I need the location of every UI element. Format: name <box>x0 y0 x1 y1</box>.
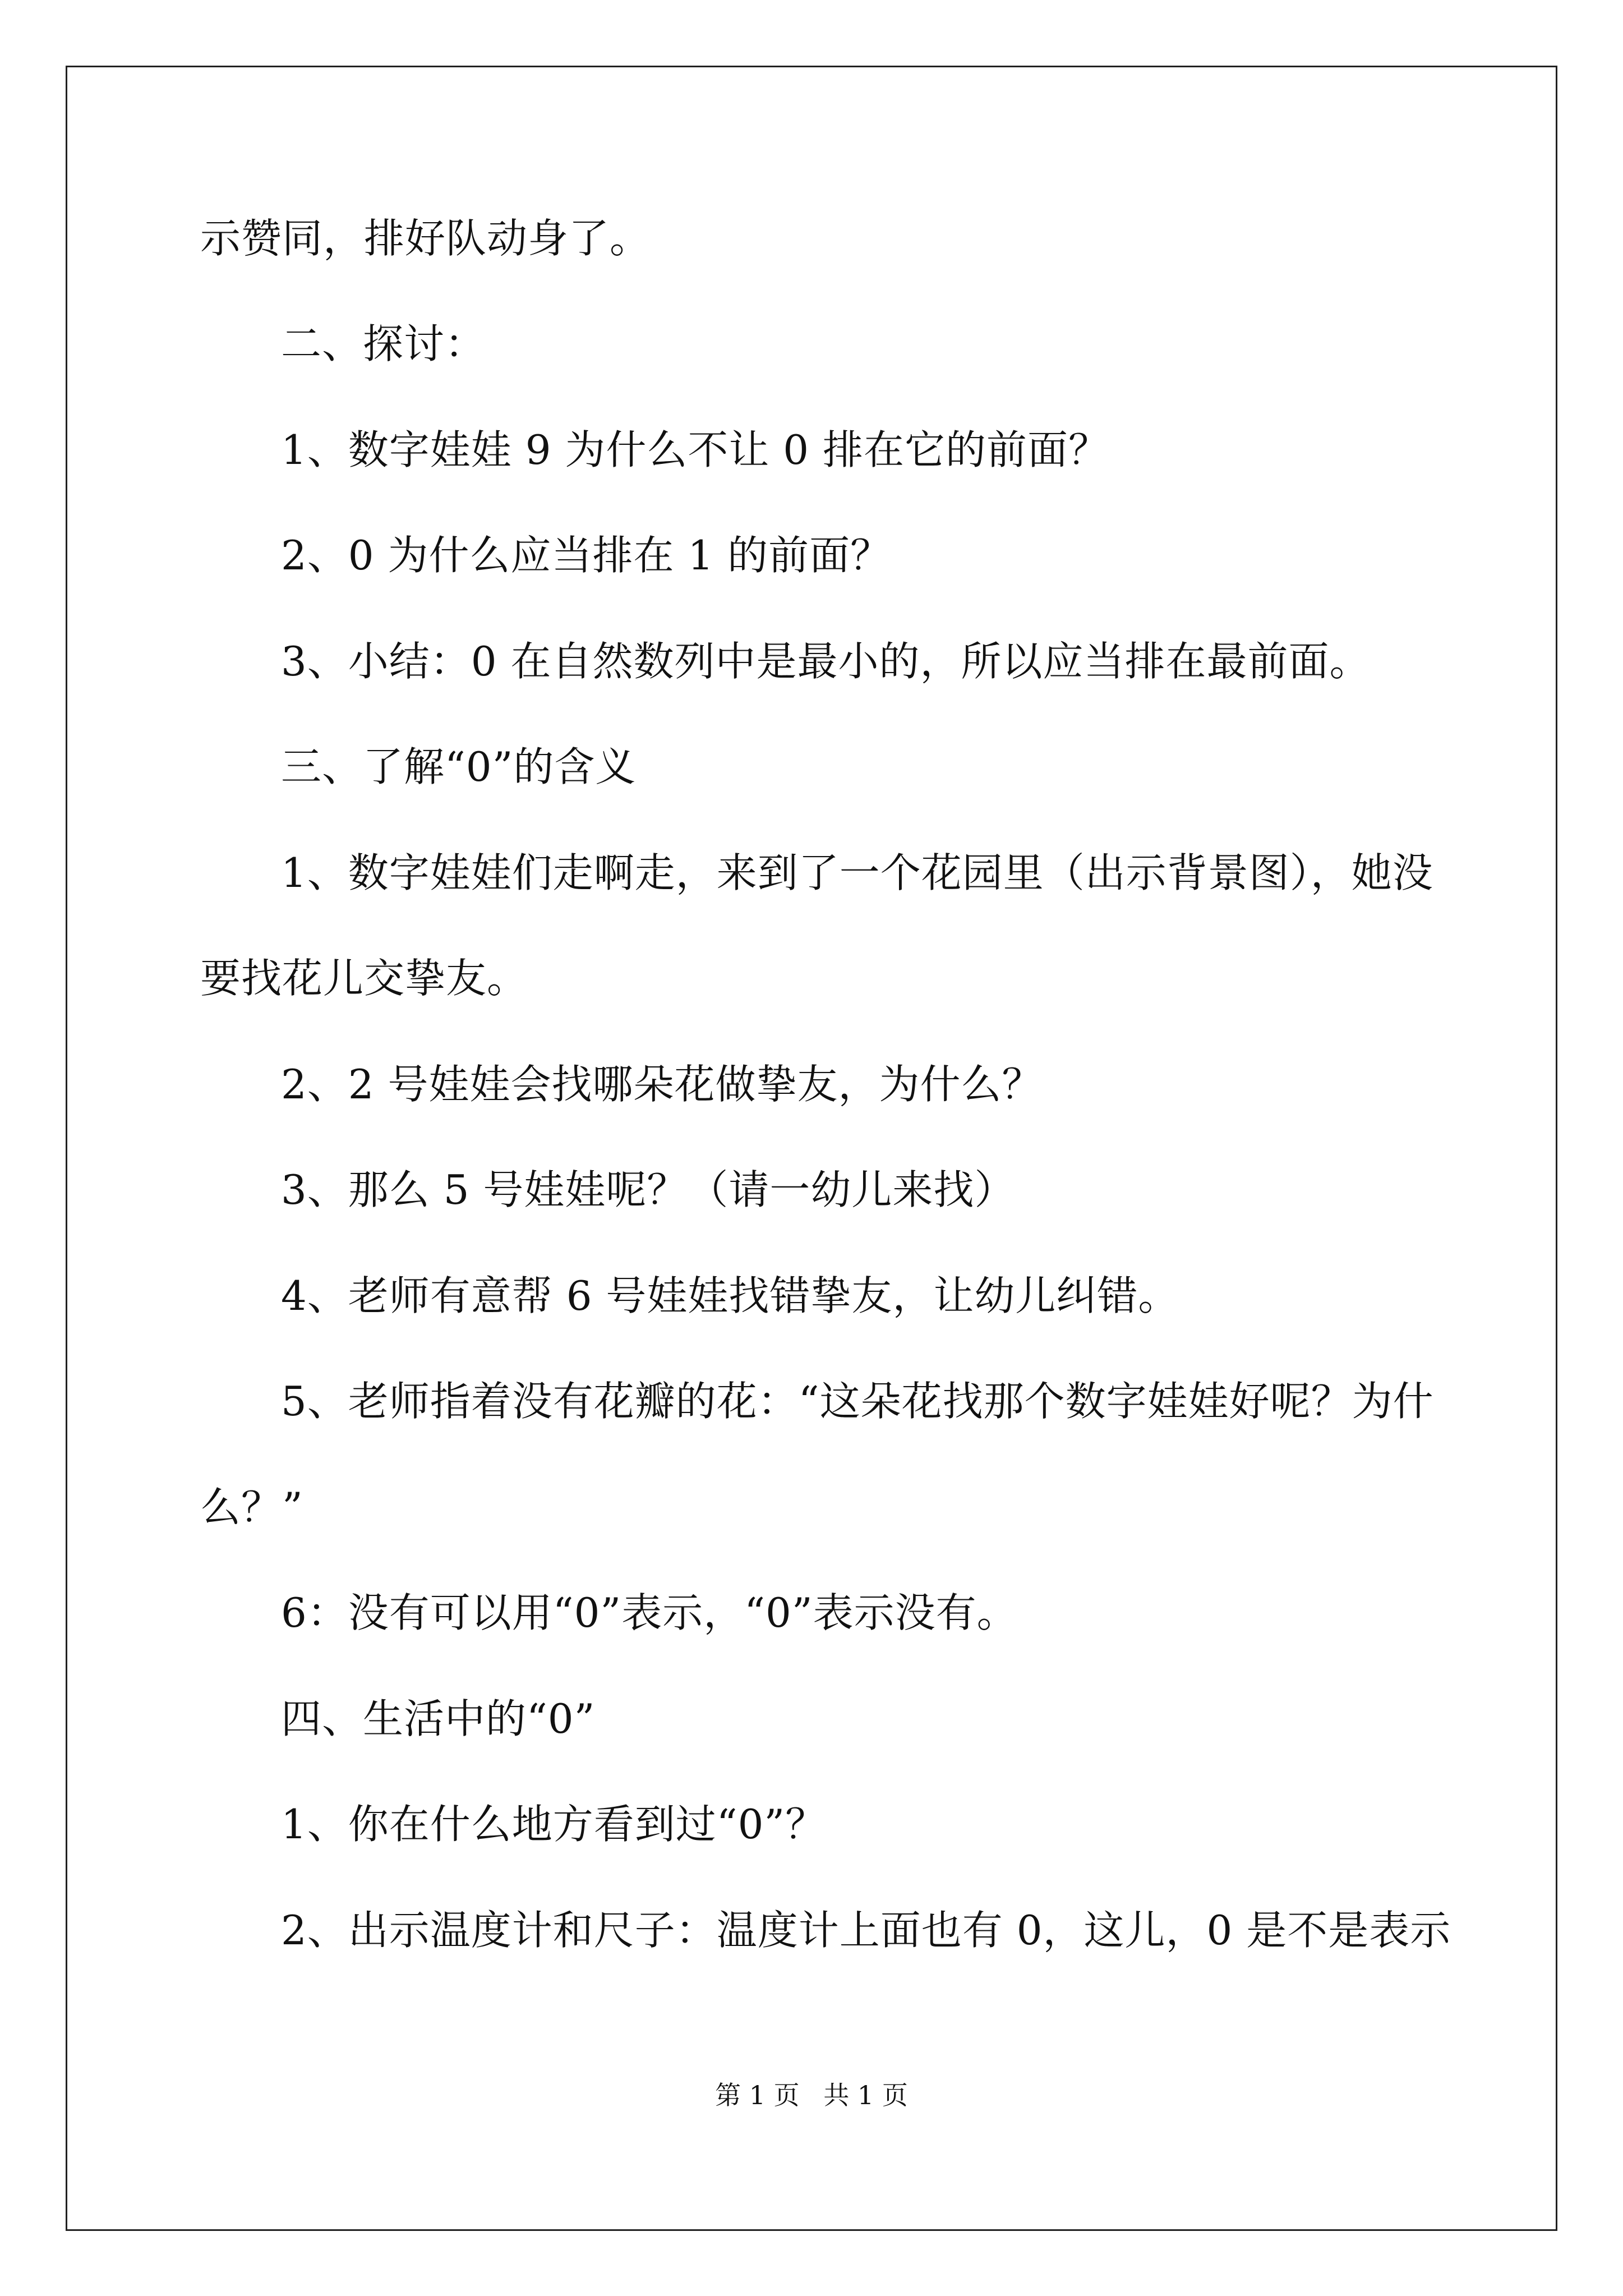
paragraph-item: 1、你在什么地方看到过“0”？ <box>281 1801 827 1848</box>
section-heading-discussion: 二、探讨： <box>281 320 486 367</box>
page-number-total: 共 1 页 <box>823 2080 908 2110</box>
section-heading-daily-life: 四、生活中的“0” <box>281 1695 596 1742</box>
paragraph-item: 3、小结：0 在自然数列中是最小的，所以应当排在最前面。 <box>281 638 1371 685</box>
paragraph-item: 6：没有可以用“0”表示，“0”表示没有。 <box>281 1589 1018 1636</box>
paragraph-item: 1、数字娃娃 9 为什么不让 0 排在它的前面？ <box>281 426 1109 473</box>
section-heading-meaning: 三、了解“0”的含义 <box>281 743 637 790</box>
paragraph-item: 2、0 为什么应当排在 1 的前面？ <box>281 532 892 579</box>
paragraph-item: 3、那么 5 号娃娃呢？（请一幼儿来找） <box>281 1166 1016 1213</box>
paragraph-item: 4、老师有意帮 6 号娃娃找错挚友，让幼儿纠错。 <box>281 1272 1179 1319</box>
paragraph-item: 2、2 号娃娃会找哪朵花做挚友，为什么？ <box>281 1061 1043 1108</box>
paragraph-item: 1、数字娃娃们走啊走，来到了一个花园里（出示背景图），她没 <box>281 849 1433 896</box>
page-number-current: 第 1 页 <box>715 2080 800 2110</box>
paragraph-continuation: 么？” <box>200 1484 303 1531</box>
paragraph-continuation: 示赞同，排好队动身了。 <box>200 215 651 262</box>
paragraph-continuation: 要找花儿交挚友。 <box>200 955 528 1002</box>
page-footer <box>0 2078 1623 2112</box>
paragraph-item: 2、出示温度计和尺子：温度计上面也有 0，这儿，0 是不是表示 <box>281 1907 1451 1954</box>
paragraph-item: 5、老师指着没有花瓣的花：“这朵花找那个数字娃娃好呢？为什 <box>281 1378 1434 1425</box>
